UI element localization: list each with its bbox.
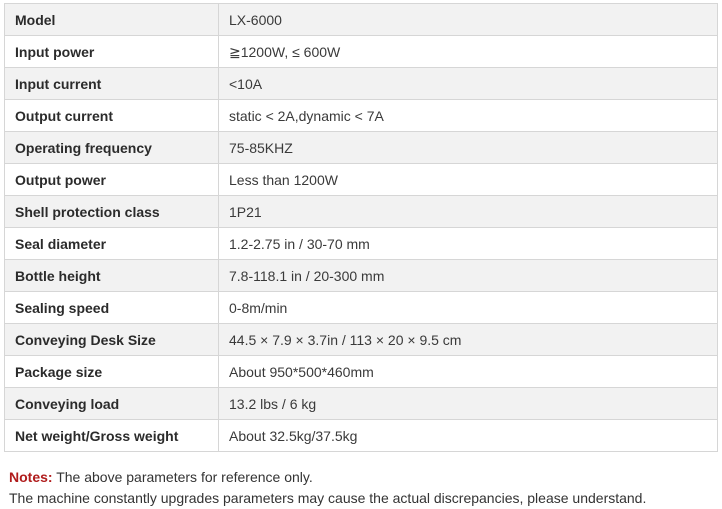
row-value-seal-diameter: 1.2-2.75 in / 30-70 mm <box>219 228 718 260</box>
row-label-output-power: Output power <box>5 164 219 196</box>
table-row <box>5 292 718 324</box>
row-value-output-power: Less than 1200W <box>219 164 718 196</box>
notes-label: Notes: <box>9 469 53 485</box>
notes-section <box>9 467 714 509</box>
row-label-bottle-height: Bottle height <box>5 260 219 292</box>
table-row <box>5 324 718 356</box>
row-label-operating-frequency: Operating frequency <box>5 132 219 164</box>
table-row <box>5 196 718 228</box>
table-row <box>5 100 718 132</box>
row-label-conveying-load: Conveying load <box>5 388 219 420</box>
row-value-input-power: ≧1200W, ≤ 600W <box>219 36 718 68</box>
row-value-conveying-desk-size: 44.5 × 7.9 × 3.7in / 113 × 20 × 9.5 cm <box>219 324 718 356</box>
row-value-output-current: static < 2A,dynamic < 7A <box>219 100 718 132</box>
row-value-package-size: About 950*500*460mm <box>219 356 718 388</box>
table-row <box>5 68 718 100</box>
table-row <box>5 164 718 196</box>
table-row <box>5 36 718 68</box>
notes-line-2: The machine constantly upgrades parameters may cause the actual discrepancies, please understand. <box>9 490 647 506</box>
table-row <box>5 4 718 36</box>
table-row <box>5 420 718 452</box>
row-label-package-size: Package size <box>5 356 219 388</box>
row-label-seal-diameter: Seal diameter <box>5 228 219 260</box>
table-row <box>5 356 718 388</box>
row-value-sealing-speed: 0-8m/min <box>219 292 718 324</box>
row-value-conveying-load: 13.2 lbs / 6 kg <box>219 388 718 420</box>
table-row <box>5 228 718 260</box>
row-label-net-gross-weight: Net weight/Gross weight <box>5 420 219 452</box>
row-label-shell-protection-class: Shell protection class <box>5 196 219 228</box>
table-row <box>5 132 718 164</box>
row-value-shell-protection-class: 1P21 <box>219 196 718 228</box>
table-row <box>5 388 718 420</box>
row-label-input-power: Input power <box>5 36 219 68</box>
row-label-conveying-desk-size: Conveying Desk Size <box>5 324 219 356</box>
row-value-model: LX-6000 <box>219 4 718 36</box>
spec-table <box>4 3 718 452</box>
notes-text-1: The above parameters for reference only. <box>52 469 313 485</box>
row-label-sealing-speed: Sealing speed <box>5 292 219 324</box>
row-label-output-current: Output current <box>5 100 219 132</box>
row-value-input-current: <10A <box>219 68 718 100</box>
row-label-model: Model <box>5 4 219 36</box>
table-row <box>5 260 718 292</box>
row-label-input-current: Input current <box>5 68 219 100</box>
row-value-bottle-height: 7.8-118.1 in / 20-300 mm <box>219 260 718 292</box>
notes-line-1 <box>9 467 714 488</box>
spec-table-body <box>5 4 718 452</box>
row-value-net-gross-weight: About 32.5kg/37.5kg <box>219 420 718 452</box>
row-value-operating-frequency: 75-85KHZ <box>219 132 718 164</box>
